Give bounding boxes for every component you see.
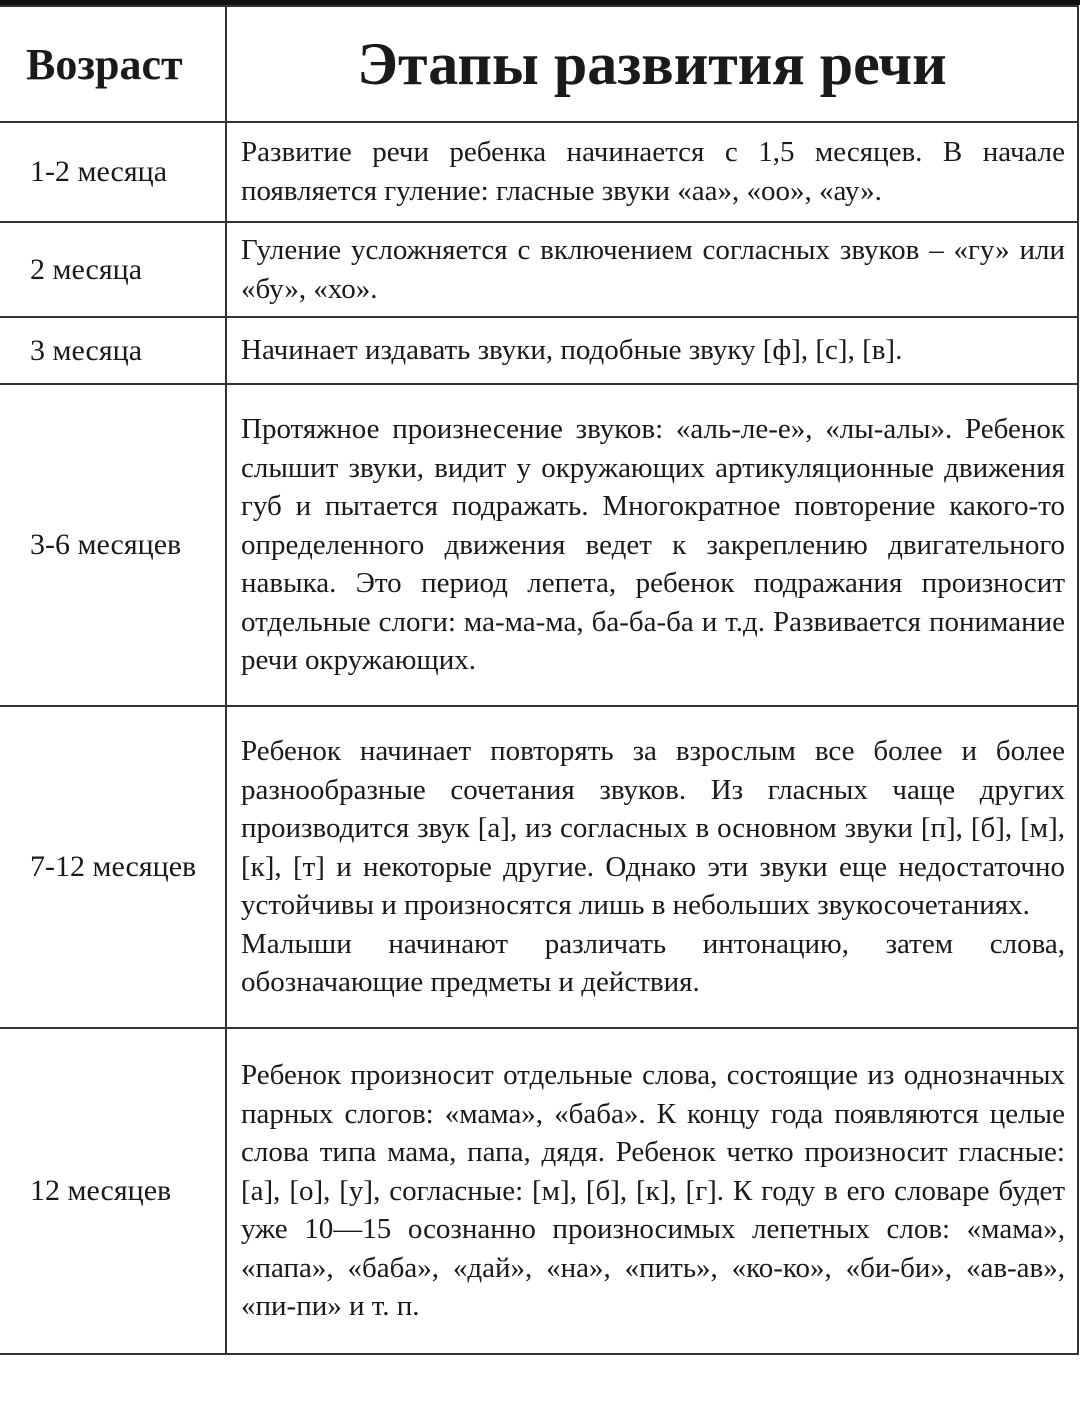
table-row (0, 706, 1078, 1028)
description-text: Развитие речи ребенка начинается с 1,5 месяцев. В начале появляется гуление: гласные звуки «аа», «оо», «ау». (241, 136, 1065, 207)
table-row (0, 384, 1078, 706)
age-column-header: Возраст (0, 6, 226, 122)
header-row (0, 6, 1078, 122)
table-row (0, 222, 1078, 317)
description-cell (226, 1028, 1078, 1354)
age-cell: 3-6 месяцев (0, 384, 226, 706)
table-row (0, 1028, 1078, 1354)
description-text: Малыши начинают различать интонацию, затем слова, обозначающие предметы и действия. (241, 927, 1065, 999)
age-cell: 7-12 месяцев (0, 706, 226, 1028)
description-text: Гуление усложняется с включением согласных звуков – «гу» или «бу», «хо». (241, 233, 1065, 305)
description-text: Ребенок произносит отдельные слова, состоящие из однозначных парных слогов: «мама», «баба». К концу года появляются целые слова типа мама, папа, дядя. Ребенок четко произносит гласные: [а], [о], [у], согласные: [м], [б], [к], [г]. К году в его словаре будет уже 10—15 осознанно произносимых лепетных слов: «мама», «папа», «баба», «дай», «на», «пить», «ко-ко», «би-би», «ав-ав», «пи-пи» и т. п. (241, 1058, 1065, 1323)
description-text: Ребенок начинает повторять за взрослым все более и более разнообразные сочетания звуков. Из гласных чаще других производится звук [а], из согласных в основном звуки [п], [б], [м], [к], [т] и некоторые другие. Однако эти звуки еще недостаточно устойчивы и произносятся лишь в небольших звукосочетаниях. (241, 734, 1065, 922)
age-cell: 12 месяцев (0, 1028, 226, 1354)
age-cell: 3 месяца (0, 317, 226, 384)
table-row (0, 122, 1078, 222)
table-row (0, 317, 1078, 384)
age-cell: 2 месяца (0, 222, 226, 317)
description-cell (226, 384, 1078, 706)
description-cell (226, 317, 1078, 384)
description-cell (226, 222, 1078, 317)
description-cell (226, 706, 1078, 1028)
age-cell: 1-2 месяца (0, 122, 226, 222)
description-cell (226, 122, 1078, 222)
speech-stages-table (0, 5, 1079, 1355)
description-text: Начинает издавать звуки, подобные звуку [ф], [с], [в]. (241, 334, 903, 367)
description-text: Протяжное произнесение звуков: «аль-ле-е», «лы-алы». Ребенок слышит звуки, видит у окружающих артикуляционные движения губ и пытается подражать. Многократное повторение какого-то определенного движения ведет к закреплению двигательного навыка. Это период лепета, ребенок подражания произносит отдельные слоги: ма-ма-ма, ба-ба-ба и т.д. Развивается понимание речи окружающих. (241, 412, 1065, 677)
table-title: Этапы развития речи (226, 6, 1078, 122)
